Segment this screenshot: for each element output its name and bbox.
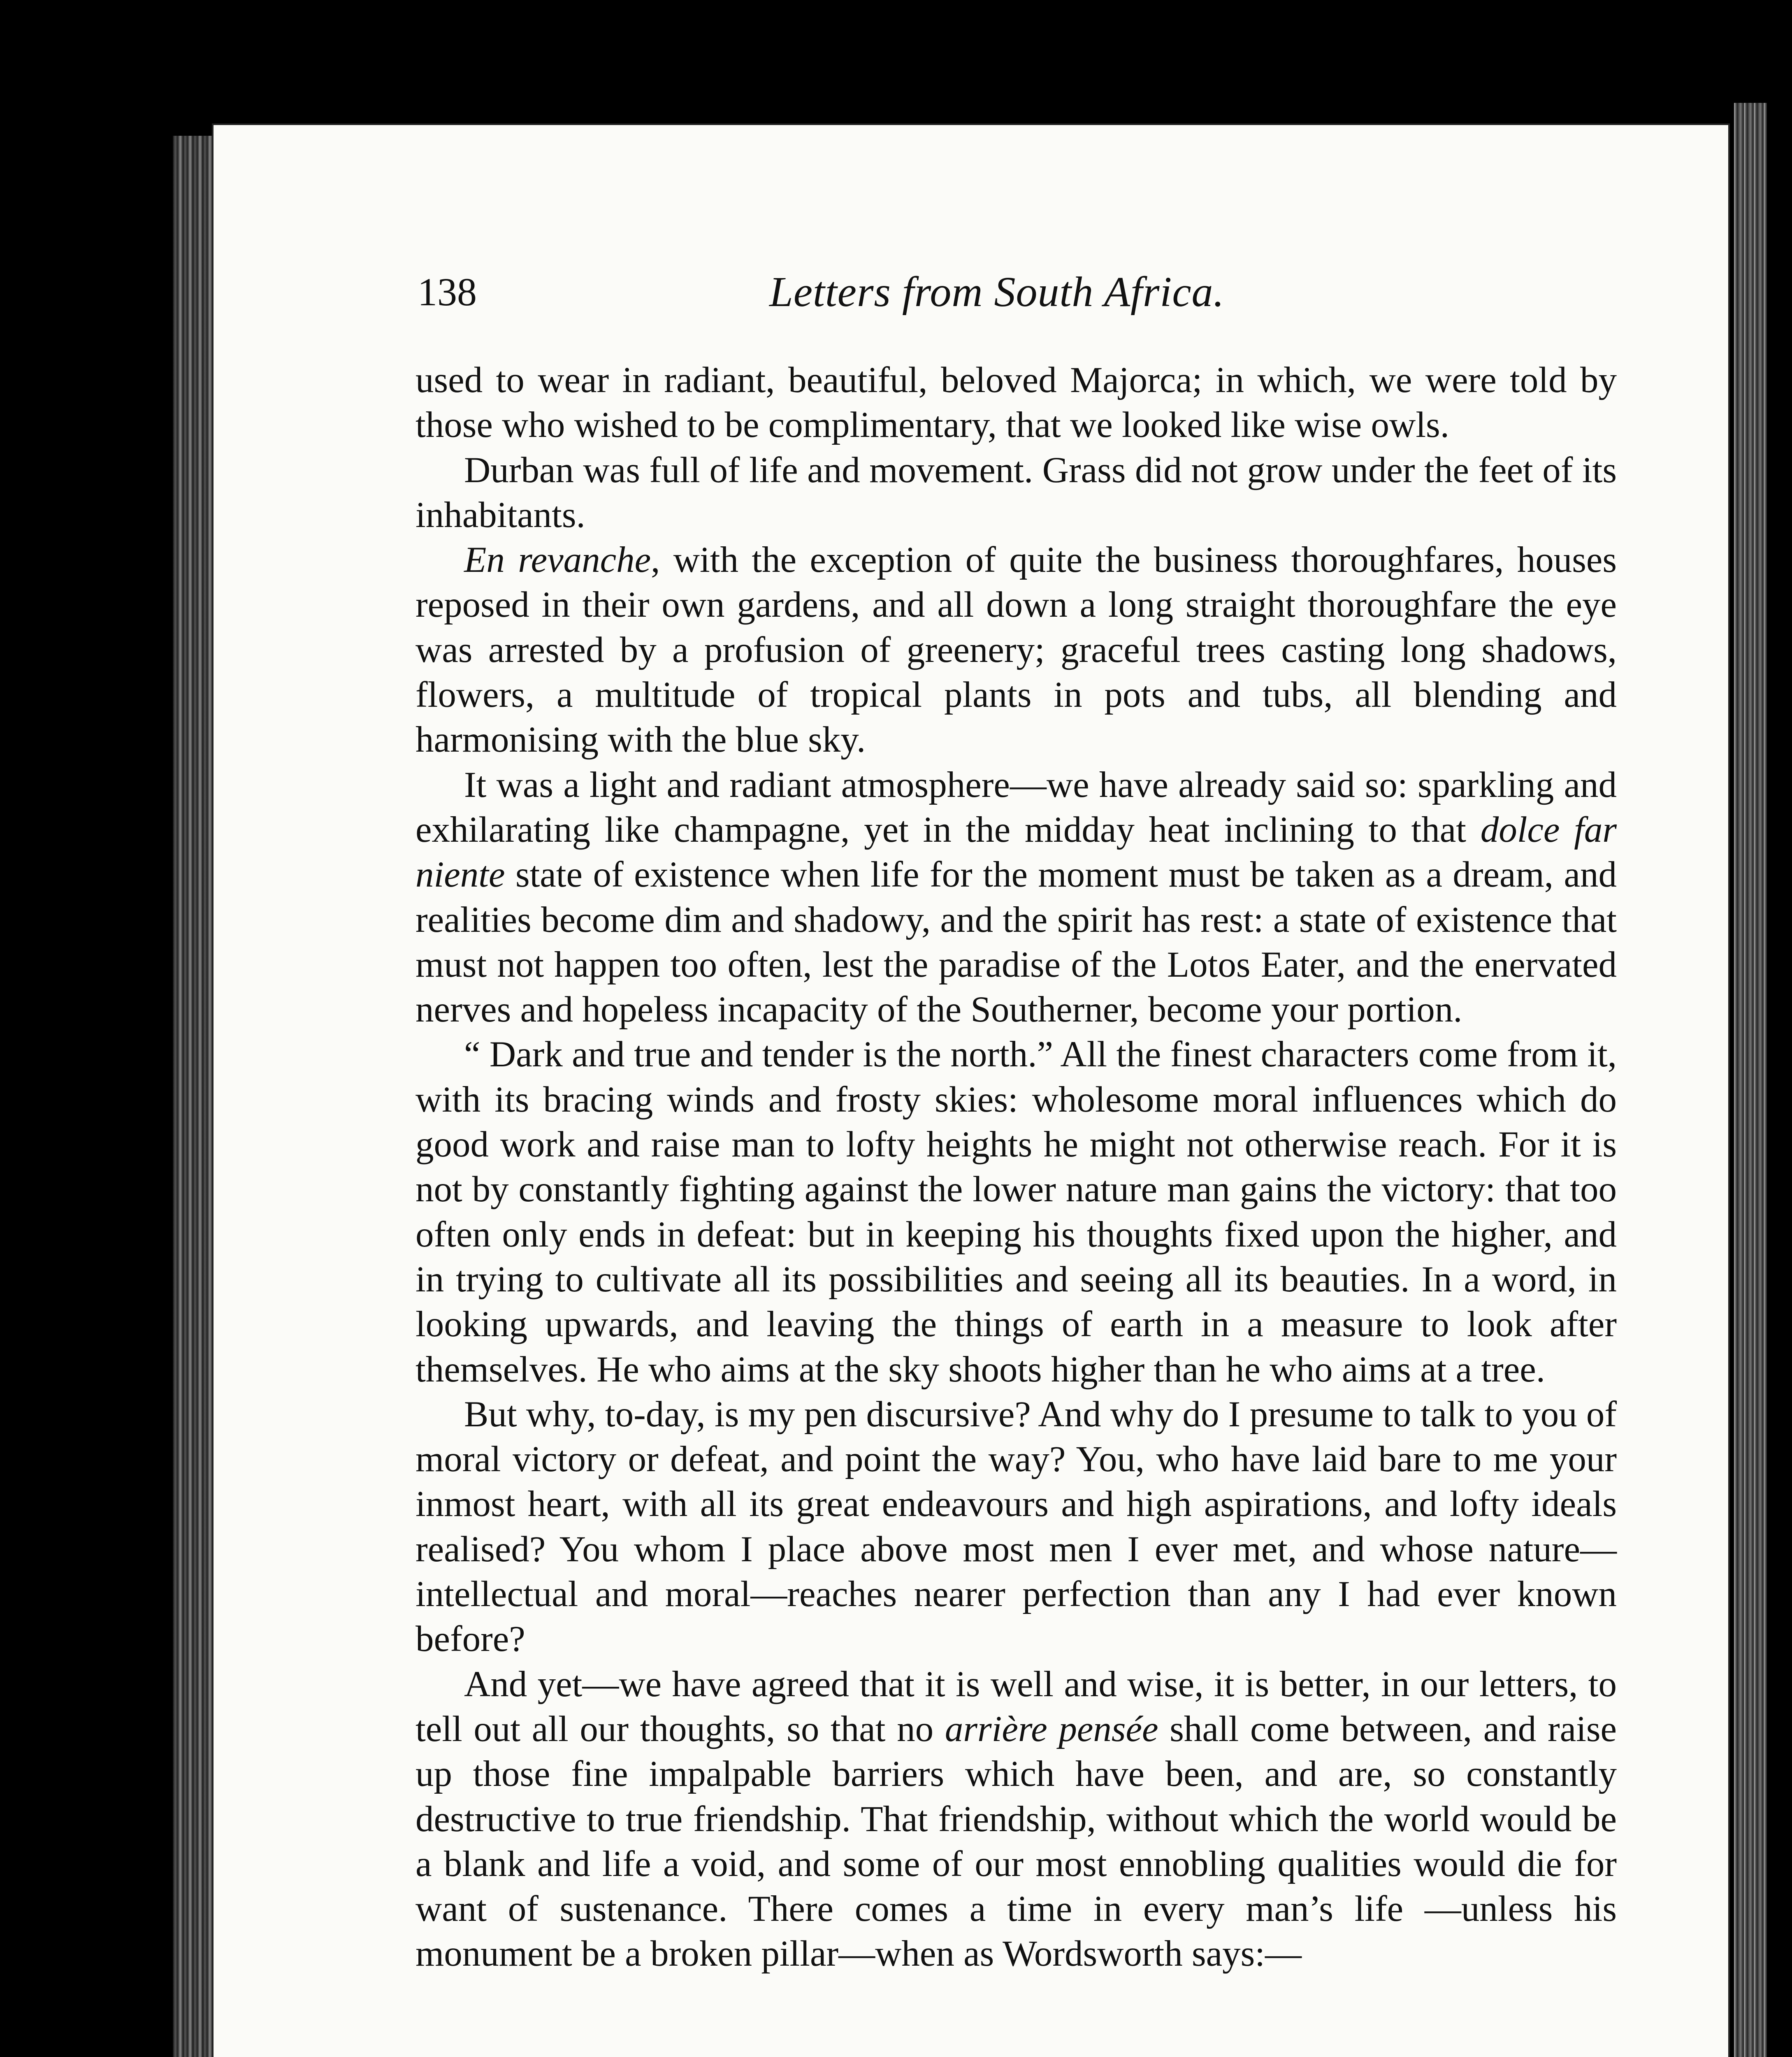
running-title: Letters from South Africa. — [769, 268, 1225, 316]
paragraph-1-text: used to wear in radiant, beautiful, beloved Majorca; in which, we were told by those who wished to be complimentary, that we looked like wise owls. — [416, 360, 1617, 446]
paragraph-1 — [416, 358, 1617, 448]
body-text — [416, 358, 1617, 1977]
page-header — [418, 263, 1615, 321]
book-binding-edge — [173, 136, 218, 2057]
paragraph-6 — [416, 1392, 1617, 1662]
paragraph-4-text-b: state of existence when life for the moment must be taken as a dream, and realities become dim and shadowy, and the spirit has rest: a state of existence that must not happen too often, lest the paradise of the Lotos Eater, and the enervated nerves and hopeless incapacity of the Southerner, become your portion. — [416, 854, 1617, 1030]
paragraph-3-italic: En revanche — [464, 540, 651, 580]
paragraph-7-text-b: shall come between, and raise up those fine impalpable barriers which have been, and are, so constantly destructive to true friendship. That friendship, without which the world would be a blank and life a void, and some of our most ennobling qualities would die for want of sustenance. There comes a time in every man’s life —unless his monument be a broken pillar—when as Wordsworth says:— — [416, 1709, 1617, 1974]
paragraph-4-text-a: It was a light and radiant atmosphere—we have already said so: sparkling and exhilarating like champagne, yet in the midday heat inclining to that — [416, 764, 1617, 850]
paragraph-4-italic: dolce far niente — [416, 809, 1617, 895]
paragraph-3-text: , with the exception of quite the business thoroughfares, houses reposed in their own gardens, and all down a long straight thoroughfare the eye was arrested by a profusion of greenery; graceful trees casting long shadows, flowers, a multitude of tropical plants in pots and tubs, all blending and harmonising with the blue sky. — [416, 540, 1617, 760]
page-number: 138 — [418, 270, 477, 314]
paragraph-5-text: “ Dark and true and tender is the north.” All the finest characters come from it, with its bracing winds and frosty skies: wholesome moral influences which do good work and raise man to lofty heights he might not otherwise reach. For it is not by constantly fighting against the lower nature man gains the victory: that too often only ends in defeat: but in keeping his thoughts fixed upon the higher, and in trying to cultivate all its possibilities and seeing all its beauties. In a word, in looking upwards, and leaving the things of earth in a measure to look after themselves. He who aims at the sky shoots higher than he who aims at a tree. — [416, 1034, 1617, 1390]
paragraph-2 — [416, 448, 1617, 538]
paragraph-4 — [416, 763, 1617, 1033]
paragraph-7-italic: arrière pensée — [945, 1709, 1158, 1749]
right-page-edge — [1734, 103, 1767, 2057]
paragraph-2-text: Durban was full of life and movement. Grass did not grow under the feet of its inhabitants. — [416, 450, 1617, 535]
paragraph-3 — [416, 538, 1617, 762]
paragraph-6-text: But why, to-day, is my pen discursive? And why do I presume to talk to you of moral victory or defeat, and point the way? You, who have laid bare to me your inmost heart, with all its great endeavours and high aspirations, and lofty ideals realised? You whom I place above most men I ever met, and whose nature—intellectual and moral—reaches nearer perfection than any I had ever known before? — [416, 1394, 1617, 1660]
paragraph-7 — [416, 1662, 1617, 1977]
paragraph-5 — [416, 1032, 1617, 1392]
paragraph-7-text-a: And yet—we have agreed that it is well and wise, it is better, in our letters, to tell out all our thoughts, so that no — [416, 1664, 1617, 1749]
